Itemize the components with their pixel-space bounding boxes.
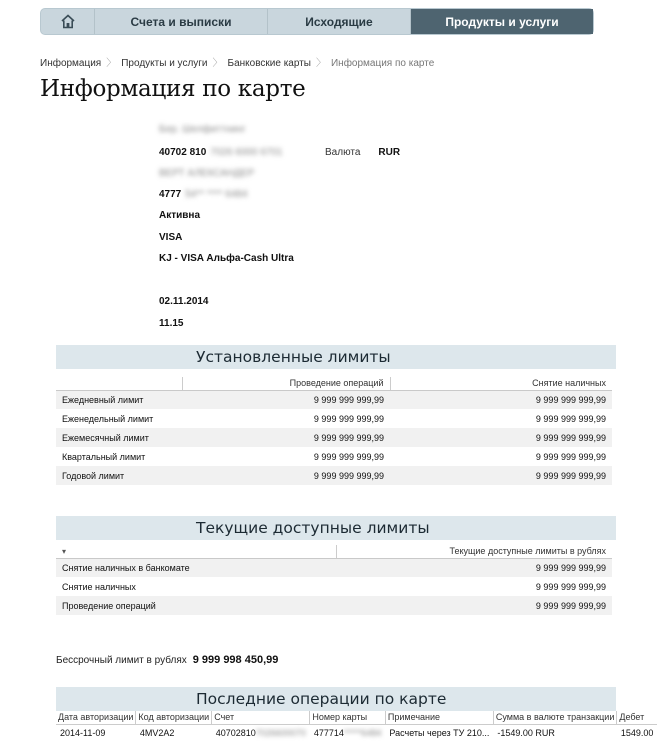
op-account-visible: 40702810 [215, 728, 256, 739]
ops-col-date[interactable]: Дата авторизации [56, 711, 136, 724]
table-row [56, 577, 612, 596]
op-date: 2014-11-09 [60, 728, 106, 739]
issue-date-value: 02.11.2014 [159, 296, 209, 307]
limit-name: Годовой лимит [56, 466, 182, 485]
limit-ops: 9 999 999 999,99 [313, 451, 384, 462]
table-row [56, 409, 612, 428]
op-code: 4MV2A2 [139, 728, 175, 739]
op-note: Расчеты через ТУ 210... [389, 728, 490, 739]
limit-cash: 9 999 999 999,99 [390, 390, 612, 409]
current-limit-value: 9 999 999 999,99 [336, 596, 612, 615]
chevron-right-icon: 〉 [212, 58, 223, 69]
current-limit-value: 9 999 999 999,99 [336, 558, 612, 577]
ops-col-debit[interactable]: Дебет [617, 711, 657, 724]
limit-name: Ежемесячный лимит [56, 428, 182, 447]
limits-col-name[interactable] [56, 377, 182, 390]
unlimited-label: Бессрочный лимит в рублях [56, 655, 187, 666]
breadcrumb-item-cards[interactable]: Банковские карты [227, 58, 311, 69]
table-row [56, 428, 612, 447]
status-value: Активна [159, 210, 201, 221]
limit-name: Квартальный лимит [62, 451, 146, 462]
table-row [56, 447, 612, 466]
limits-col-cash[interactable]: Снятие наличных [390, 377, 612, 390]
op-card-hidden: *****6484 [343, 728, 382, 739]
ops-col-note[interactable]: Примечание [385, 711, 493, 724]
limit-name: Еженедельный лимит [62, 413, 154, 424]
limit-cash: 9 999 999 999,99 [535, 413, 606, 424]
table-row [56, 724, 657, 742]
currency-field [325, 146, 400, 160]
top-navigation [40, 8, 594, 35]
table-row [56, 466, 612, 485]
currency-label: Валюта [325, 147, 361, 158]
account-visible: 40702 810 [159, 147, 207, 158]
ops-col-account[interactable]: Счет [212, 711, 310, 724]
current-limits-section-title: Текущие доступные лимиты [56, 516, 616, 540]
current-limits-header-row [56, 545, 612, 558]
breadcrumb-item-current: Информация по карте [330, 58, 435, 69]
op-debit: 1549.00 [620, 728, 654, 739]
current-limits-table [56, 545, 612, 615]
chevron-right-icon: 〉 [106, 58, 117, 69]
current-limits-col[interactable]: Текущие доступные лимиты в рублях [336, 545, 612, 558]
card-number-hidden: 54** **** 6484 [185, 189, 248, 200]
unlimited-limit [56, 654, 278, 666]
table-row [56, 390, 612, 409]
limit-cash: 9 999 999 999,99 [535, 451, 606, 462]
limits-col-ops[interactable]: Проведение операций [182, 377, 390, 390]
limits-section-title: Установленные лимиты [56, 345, 616, 369]
chevron-right-icon: 〉 [315, 58, 326, 69]
table-row [56, 596, 612, 615]
holder-value: ВЕРТ АЛЕКСАНДЕР [159, 168, 255, 179]
account-value [159, 146, 283, 160]
expiry-value: 11.15 [159, 318, 184, 329]
organization-value: Бер. Шелфиттнинг [159, 124, 246, 135]
currency-value: RUR [378, 147, 401, 158]
card-number-value [159, 188, 248, 202]
op-account-hidden: 7026600070 [255, 728, 306, 739]
op-account [212, 724, 310, 742]
tab-outgoing[interactable]: Исходящие [268, 9, 411, 34]
limit-ops: 9 999 999 999,99 [182, 466, 390, 485]
tab-accounts[interactable]: Счета и выписки [95, 9, 268, 34]
account-hidden: 7026 6000 6701 [210, 147, 283, 158]
limits-header-row [56, 377, 612, 390]
operations-section-title: Последние операции по карте [56, 687, 616, 711]
operations-header-row [56, 711, 657, 724]
operations-table [56, 711, 657, 742]
breadcrumb-item-products[interactable]: Продукты и услуги [121, 58, 208, 69]
card-number-visible: 4777 [159, 189, 182, 200]
ops-col-card[interactable]: Номер карты [310, 711, 386, 724]
ops-col-code[interactable]: Код авторизации [136, 711, 212, 724]
breadcrumb [40, 54, 434, 69]
op-card-visible: 477714 [313, 728, 344, 739]
limits-table [56, 377, 612, 485]
limit-cash: 9 999 999 999,99 [390, 466, 612, 485]
unlimited-value: 9 999 998 450,99 [192, 654, 279, 666]
current-limit-value: 9 999 999 999,99 [535, 581, 606, 592]
op-amount: -1549.00 RUR [497, 728, 555, 739]
limit-cash: 9 999 999 999,99 [390, 428, 612, 447]
page-title: Информация по карте [40, 76, 306, 102]
current-limit-name: Снятие наличных [62, 581, 136, 592]
card-type-value: KJ - VISA Альфа-Cash Ultra [159, 253, 294, 264]
limit-name: Ежедневный лимит [56, 390, 182, 409]
current-limit-name: Снятие наличных в банкомате [56, 558, 336, 577]
limit-ops: 9 999 999 999,99 [182, 428, 390, 447]
op-card [310, 724, 386, 742]
table-row [56, 558, 612, 577]
tab-products[interactable]: Продукты и услуги [411, 9, 593, 34]
sort-arrow-icon[interactable]: ▾ [56, 545, 336, 558]
current-limit-name: Проведение операций [56, 596, 336, 615]
ops-col-amount[interactable]: Сумма в валюте транзакции [493, 711, 616, 724]
home-icon [60, 14, 76, 29]
home-button[interactable] [41, 9, 95, 34]
limit-ops: 9 999 999 999,99 [182, 390, 390, 409]
payment-system-value: VISA [159, 232, 183, 243]
limit-ops: 9 999 999 999,99 [313, 413, 384, 424]
breadcrumb-item-info[interactable]: Информация [40, 58, 102, 69]
